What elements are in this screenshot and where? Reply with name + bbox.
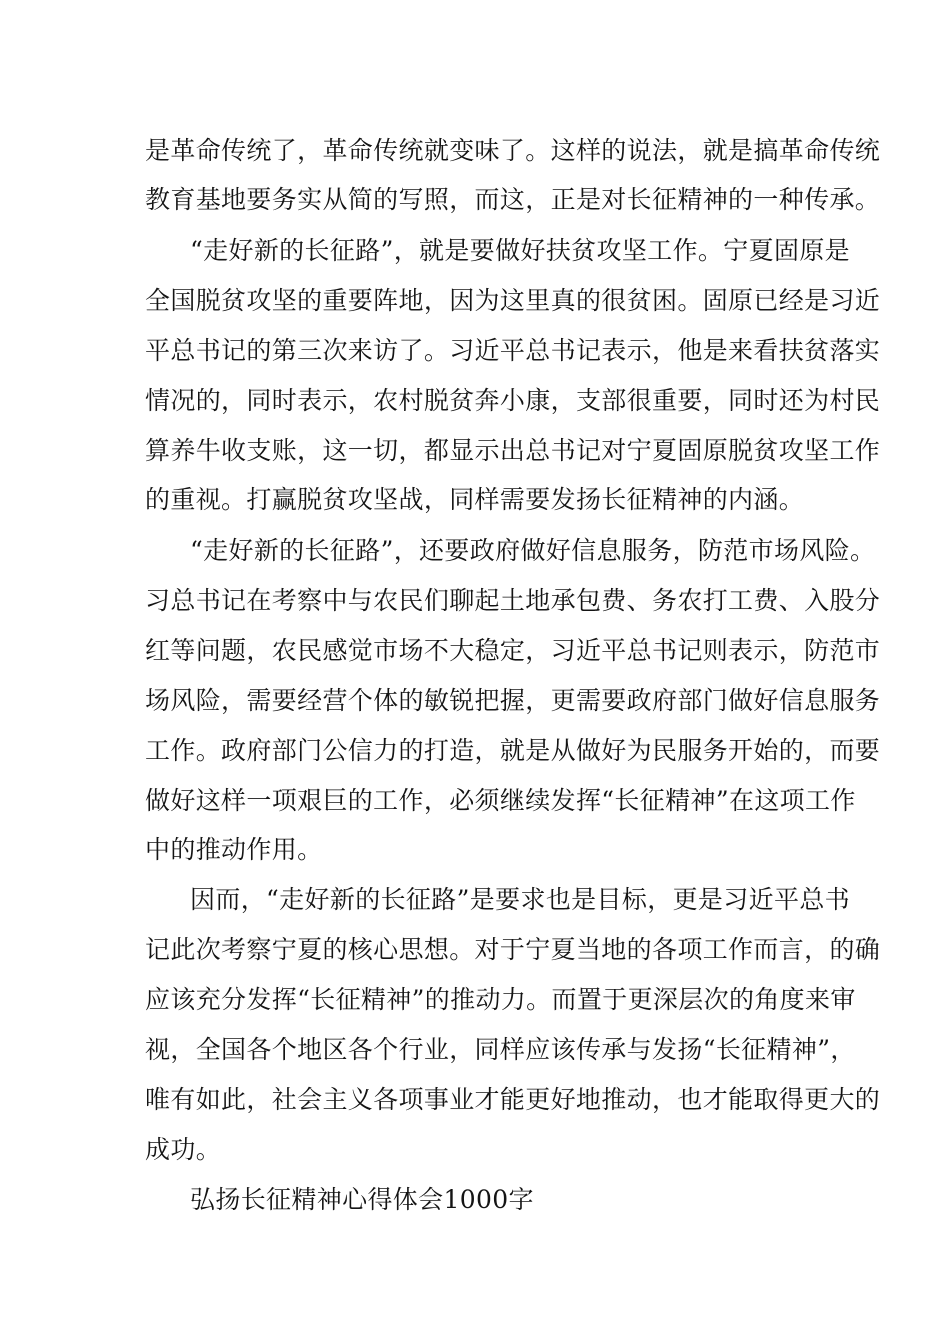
paragraph-first-line: 因而，“走好新的长征路”是要求也是目标，更是习近平总书 [190, 885, 851, 914]
text-line: 情况的，同时表示，农村脱贫奔小康，支部很重要，同时还为村民 [145, 386, 881, 415]
text-line: 习总书记在考察中与农民们聊起土地承包费、务农打工费、入股分 [145, 586, 881, 615]
text-line: 中的推动作用。 [145, 835, 323, 864]
text-line: 平总书记的第三次来访了。习近平总书记表示，他是来看扶贫落实 [145, 336, 881, 365]
paragraph-first-line: “走好新的长征路”，还要政府做好信息服务，防范市场风险。 [190, 536, 876, 565]
text-line: 成功。 [145, 1135, 222, 1164]
text-line: 应该充分发挥“长征精神”的推动力。而置于更深层次的角度来审 [145, 985, 856, 1014]
text-line: 场风险，需要经营个体的敏锐把握，更需要政府部门做好信息服务 [145, 686, 881, 715]
paragraph-first-line: “走好新的长征路”，就是要做好扶贫攻坚工作。宁夏固原是 [190, 236, 851, 265]
text-line: 全国脱贫攻坚的重要阵地，因为这里真的很贫困。固原已经是习近 [145, 286, 881, 315]
text-line: 做好这样一项艰巨的工作，必须继续发挥“长征精神”在这项工作 [145, 786, 856, 815]
text-line: 的重视。打赢脱贫攻坚战，同样需要发扬长征精神的内涵。 [145, 485, 805, 514]
text-line: 记此次考察宁夏的核心思想。对于宁夏当地的各项工作而言，的确 [145, 935, 881, 964]
text-line: 算养牛收支账，这一切，都显示出总书记对宁夏固原脱贫攻坚工作 [145, 436, 881, 465]
text-line: 是革命传统了，革命传统就变味了。这样的说法，就是搞革命传统 [145, 136, 881, 165]
section-heading: 弘扬长征精神心得体会1000字 [190, 1185, 534, 1214]
text-line: 工作。政府部门公信力的打造，就是从做好为民服务开始的，而要 [145, 736, 881, 765]
text-line: 视，全国各个地区各个行业，同样应该传承与发扬“长征精神”， [145, 1035, 856, 1064]
text-line: 唯有如此，社会主义各项事业才能更好地推动，也才能取得更大的 [145, 1085, 881, 1114]
text-line: 教育基地要务实从简的写照，而这，正是对长征精神的一种传承。 [145, 185, 881, 214]
text-line: 红等问题，农民感觉市场不大稳定，习近平总书记则表示，防范市 [145, 636, 881, 665]
